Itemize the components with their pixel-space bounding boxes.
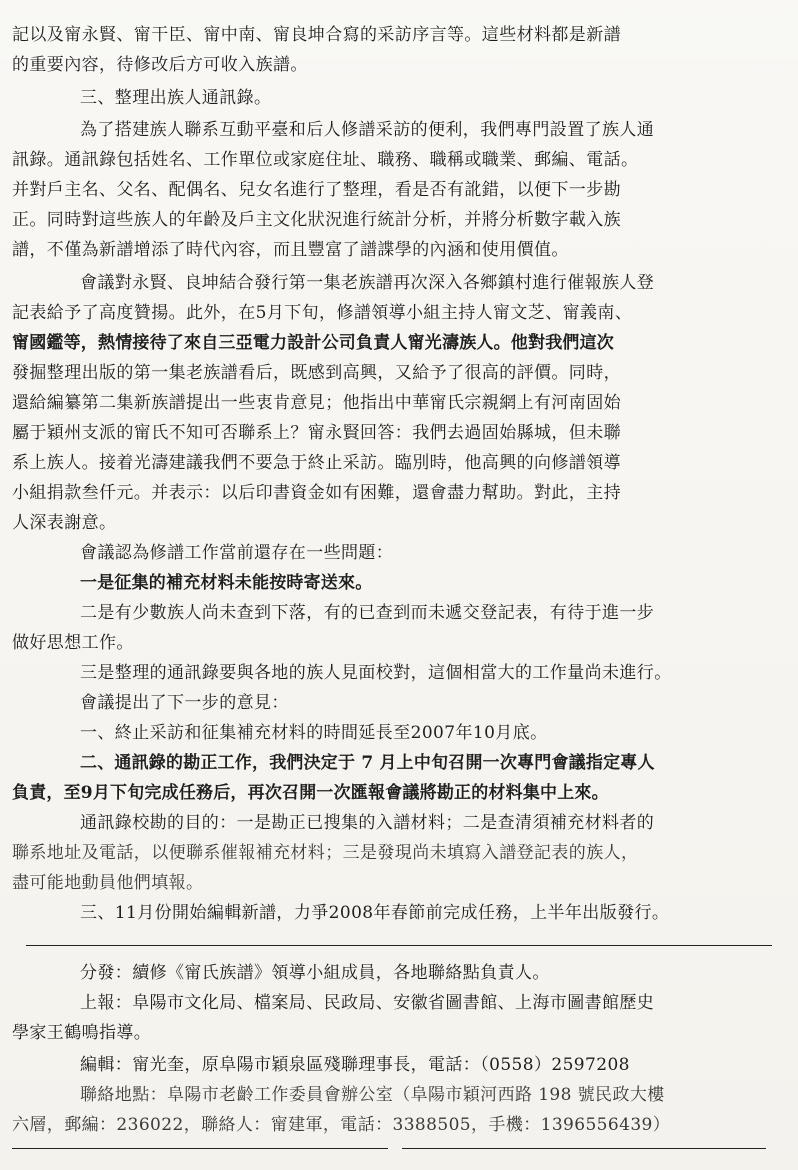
- bottom-rule-right: [402, 1148, 766, 1149]
- body-line-26: 負責，至9月下旬完成任務后，再次召開一次匯報會議將勘正的材料集中上來。: [12, 783, 609, 803]
- body-line-8: 譜，不僅為新譜增添了時代內容，而且豐富了譜諜學的內涵和使用價值。: [12, 240, 569, 260]
- body-line-1: 記以及甯永賢、甯干臣、甯中南、甯良坤合寫的采訪序言等。這些材料都是新譜: [12, 25, 621, 45]
- body-line-6: 并對戶主名、父名、配偶名、兒女名進行了整理，看是否有訛錯，以便下一步勘: [12, 180, 621, 200]
- body-line-30: 三、11月份開始編輯新譜，力爭2008年春節前完成任務，上半年出版發行。: [80, 903, 670, 923]
- body-line-2: 的重要內容，待修改后方可收入族譜。: [12, 55, 308, 75]
- body-line-28: 聯系地址及電話，以便聯系催報補充材料；三是發現尚未填寫入譜登記表的族人，: [12, 843, 639, 863]
- body-line-22: 三是整理的通訊錄要與各地的族人見面校對，這個相當大的工作量尚未進行。: [80, 663, 672, 683]
- bottom-rule-left: [12, 1148, 388, 1149]
- body-line-21: 做好思想工作。: [12, 633, 134, 653]
- separator-rule: [26, 945, 772, 946]
- body-line-29: 盡可能地動員他們填報。: [12, 873, 204, 893]
- footer-report-to-cont: 學家王鶴鳴指導。: [12, 1023, 152, 1043]
- body-line-19: 一是征集的補充材料未能按時寄送來。: [80, 573, 373, 593]
- footer-contact-address-cont: 六層，郵編：236022，聯絡人：甯建軍，電話：3388505，手機：1396556439）: [12, 1115, 671, 1135]
- section-heading-contacts: 三、整理出族人通訊錄。: [80, 88, 272, 108]
- body-line-20: 二是有少數族人尚未查到下落，有的已查到而未遞交登記表，有待于進一步: [80, 603, 655, 623]
- body-line-18: 會議認為修譜工作當前還存在一些問題：: [80, 543, 394, 563]
- body-line-7: 正。同時對這些族人的年齡及戶主文化狀況進行統計分析，并將分析數字載入族: [12, 210, 621, 230]
- body-line-14: 屬于穎州支派的甯氏不知可否聯系上？甯永賢回答：我們去過固始縣城，但未聯: [12, 423, 621, 443]
- footer-distribution: 分發：續修《甯氏族譜》領導小組成員，各地聯絡點負責人。: [80, 963, 550, 983]
- body-line-25: 二、通訊錄的勘正工作，我們決定于 7 月上中旬召開一次專門會議指定專人: [80, 753, 655, 773]
- body-line-4: 為了搭建族人聯系互動平臺和后人修譜采訪的便利，我們專門設置了族人通: [80, 120, 655, 140]
- body-line-16: 小組捐款叁仟元。并表示：以后印書資金如有困難，還會盡力幫助。對此，主持: [12, 483, 621, 503]
- body-line-23: 會議提出了下一步的意見：: [80, 693, 289, 713]
- body-line-5: 訊錄。通訊錄包括姓名、工作單位或家庭住址、職務、職稱或職業、郵編、電話。: [12, 150, 639, 170]
- body-line-11: 甯國鑑等，熱情接待了來自三亞電力設計公司負責人甯光濤族人。他對我們這次: [12, 333, 614, 353]
- body-line-17: 人深表謝意。: [12, 513, 117, 533]
- body-line-10: 記表給予了高度贊揚。此外，在5月下旬，修譜領導小組主持人甯文芝、甯義南、: [12, 303, 633, 323]
- body-line-9: 會議對永賢、良坤結合發行第一集老族譜再次深入各鄉鎮村進行催報族人登: [80, 273, 655, 293]
- footer-report-to: 上報：阜陽市文化局、檔案局、民政局、安徽省圖書館、上海市圖書館歷史: [80, 993, 655, 1013]
- body-line-12: 發掘整理出版的第一集老族譜看后，既感到高興，又給予了很高的評價。同時，: [12, 363, 621, 383]
- body-line-15: 系上族人。接着光濤建議我們不要急于終止采訪。臨別時，他高興的向修譜領導: [12, 453, 621, 473]
- footer-editor: 編輯：甯光奎，原阜陽市穎泉區殘聯理事長，電話：（0558）2597208: [80, 1055, 630, 1075]
- body-line-24: 一、終止采訪和征集補充材料的時間延長至2007年10月底。: [80, 723, 548, 743]
- body-line-13: 還給編纂第二集新族譜提出一些衷肯意見；他指出中華甯氏宗親網上有河南固始: [12, 393, 621, 413]
- body-line-27: 通訊錄校勘的目的：一是勘正已搜集的入譜材料；二是查清須補充材料者的: [80, 813, 655, 833]
- footer-contact-address: 聯絡地點：阜陽市老齡工作委員會辦公室（阜陽市穎河西路 198 號民政大樓: [80, 1085, 665, 1105]
